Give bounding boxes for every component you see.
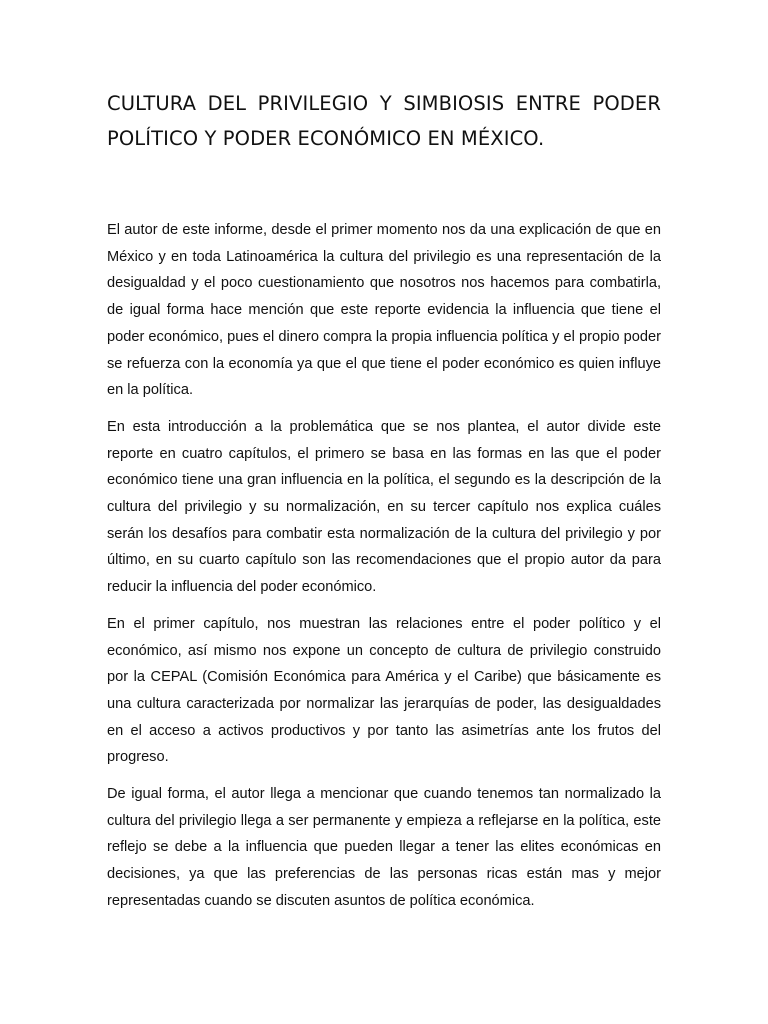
paragraph-4: De igual forma, el autor llega a mencionar que cuando tenemos tan normalizado la cultura del privilegio llega a ser permanente y empieza a reflejarse en la política, este reflejo se debe a la influencia que pueden llegar a tener las elites económicas en decisiones, ya que las preferencias de las personas ricas están mas y mejor representadas cuando se discuten asuntos de política económica. — [107, 786, 661, 909]
document-body — [107, 217, 661, 925]
document-title: CULTURA DEL PRIVILEGIO Y SIMBIOSIS ENTRE PODER POLÍTICO Y PODER ECONÓMICO EN MÉXICO. — [107, 92, 661, 150]
paragraph-2: En esta introducción a la problemática que se nos plantea, el autor divide este reporte en cuatro capítulos, el primero se basa en las formas en las que el poder económico tiene una gran influencia en la política, el segundo es la descripción de la cultura del privilegio y su normalización, en su tercer capítulo nos explica cuáles serán los desafíos para combatir esta normalización de la cultura del privilegio y por último, en su cuarto capítulo son las recomendaciones que el propio autor da para reducir la influencia del poder económico. — [107, 418, 661, 596]
paragraph-1: El autor de este informe, desde el primer momento nos da una explicación de que en México y en toda Latinoamérica la cultura del privilegio es una representación de la desigualdad y el poco cuestionamiento que nosotros nos hacemos para combatirla, de igual forma hace mención que este reporte evidencia la influencia que tiene el poder económico, pues el dinero compra la propia influencia política y el propio poder se refuerza con la economía ya que el que tiene el poder económico es quien influye en la política. — [107, 222, 661, 399]
paragraph-3: En el primer capítulo, nos muestran las relaciones entre el poder político y el económico, así mismo nos expone un concepto de cultura de privilegio construido por la CEPAL (Comisión Económica para América y el Caribe) que básicamente es una cultura caracterizada por normalizar las jerarquías de poder, las desigualdades en el acceso a activos productivos y por tanto las asimetrías ante los frutos del progreso. — [107, 615, 661, 766]
